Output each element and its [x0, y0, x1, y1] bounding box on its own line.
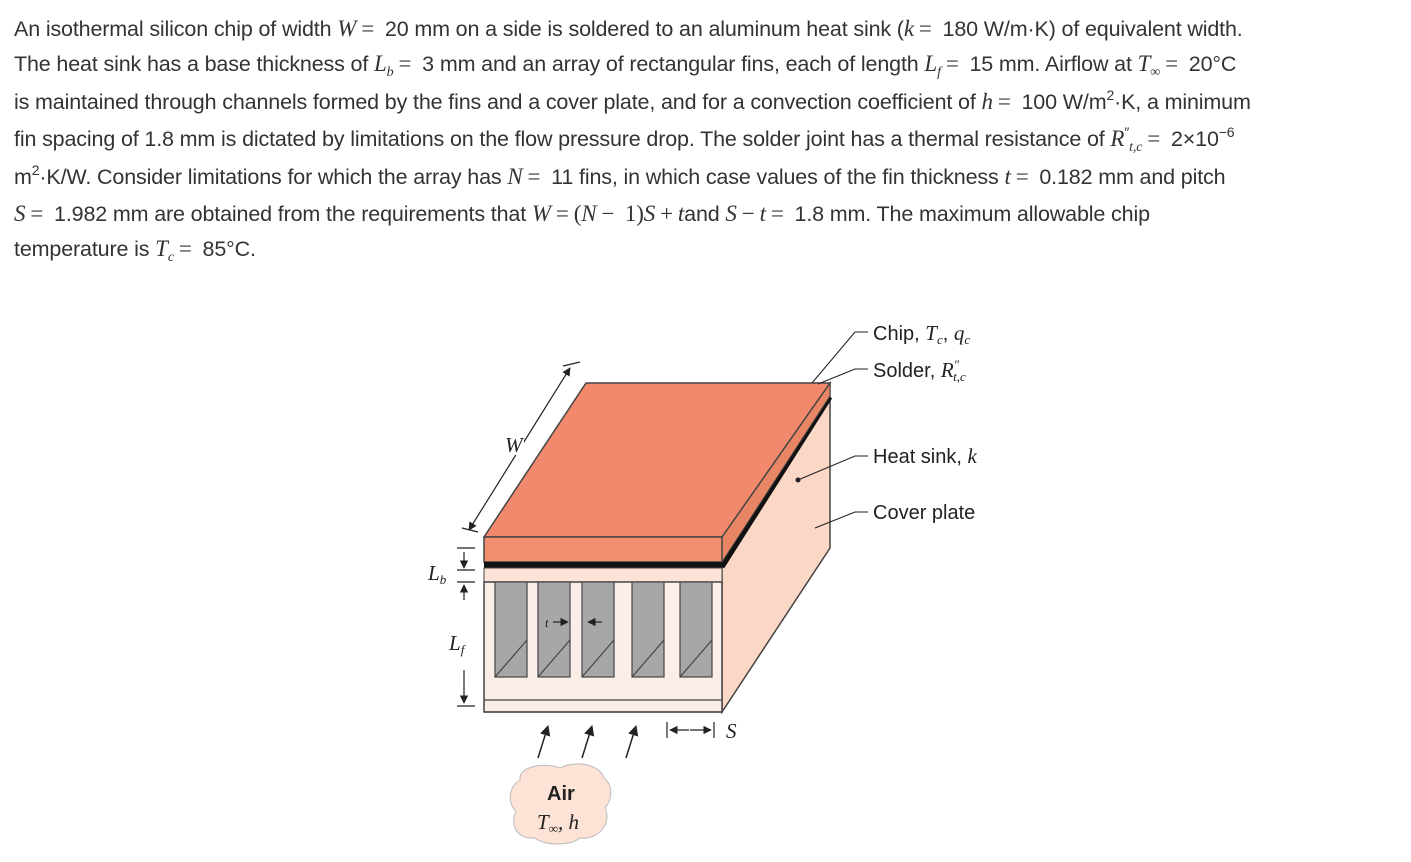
line-1: An isothermal silicon chip of width W = 20 mm on a side is soldered to an aluminum heat sink (k = 180 W/m·K) of equivalent width. [14, 16, 1243, 41]
line-5: $m^2\cdot K/W$. Consider limitations for which the array has N = 11 fins, in which case values of the fin thickness t = 0.182 mm and pitch [14, 162, 1226, 190]
fins [495, 582, 712, 677]
t-label: t [545, 615, 549, 630]
fin [582, 582, 614, 677]
lb-label: $L_b$ [428, 561, 447, 587]
s-dimension [667, 722, 714, 738]
heat-sink-callout: Heat sink, k [873, 444, 977, 468]
air-arrows [538, 726, 636, 758]
lb-lf-dimension [457, 548, 475, 706]
heat-sink-pointer-dot [796, 478, 801, 483]
fin [680, 582, 712, 677]
chip-front-face [484, 537, 722, 562]
lf-label: $L_f$ [449, 631, 465, 657]
cover-plate-callout: Cover plate [873, 502, 976, 524]
line-3: is maintained through channels formed by the fins and a cover plate, and for a convection coefficient of h = 100 $W/m^2\cdot K$, a minimum [14, 87, 1251, 115]
s-label: S [726, 719, 737, 743]
line-4: fin spacing of 1.8 mm is dictated by limitations on the flow pressure drop. The solder joint has a thermal resistance of $R''_{t,c} = 2\times 10^{-6}$ [14, 123, 1235, 155]
solder-callout: Solder, R″ t,c [873, 357, 966, 384]
solder-line-front [484, 562, 722, 568]
fin [538, 582, 570, 677]
fin [632, 582, 664, 677]
line-7: temperature is $T_c = 85^\circ C$. [14, 235, 256, 265]
line-2: The heat sink has a base thickness of $L_b = 3$ mm and an array of rectangular fins, each of length $L_f = 15$ mm. Airflow at $T_\infty = 20^\circ C$ [14, 50, 1237, 80]
line-6: S = 1.982 mm are obtained from the requirements that W = (N − 1)S + tand S − t = 1.8 mm. The maximum allowable chip [14, 200, 1150, 226]
heat-sink-base-front [484, 568, 722, 582]
fin [495, 582, 527, 677]
w-label: W [505, 433, 523, 457]
chip-callout: Chip, $T_c$, $q_c$ [873, 321, 971, 347]
air-label: Air [547, 783, 575, 805]
air-sub-label: $T_\infty$, h [537, 810, 579, 836]
